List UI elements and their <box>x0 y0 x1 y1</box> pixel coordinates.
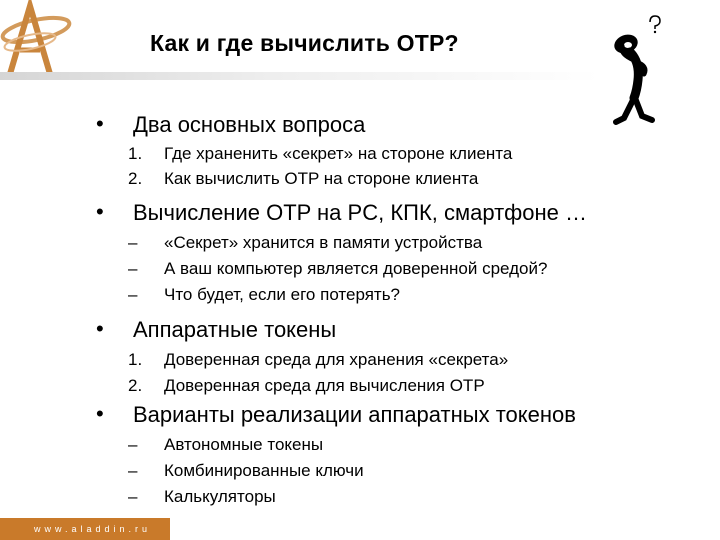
section-heading: Два основных вопроса <box>133 112 366 137</box>
title-divider <box>0 72 600 80</box>
list-marker: 2. <box>128 169 143 188</box>
list-item: Доверенная среда для вычисления OTP <box>164 376 485 395</box>
list-marker: – <box>128 487 138 506</box>
list-marker: 2. <box>128 376 143 395</box>
list-item: Автономные токены <box>164 435 324 454</box>
thinking-person-icon <box>600 14 672 126</box>
list-item: Комбинированные ключи <box>164 461 364 480</box>
list-marker: 1. <box>128 144 143 163</box>
bullet-point: • <box>96 111 104 136</box>
list-item: Калькуляторы <box>164 487 276 506</box>
section-heading: Аппаратные токены <box>133 317 337 342</box>
list-marker: – <box>128 435 138 454</box>
section-heading: Вычисление OTP на PC, КПК, смартфоне … <box>133 200 588 225</box>
list-item: Доверенная среда для хранения «секрета» <box>164 350 509 369</box>
list-item: Где храненить «секрет» на стороне клиента <box>164 144 513 163</box>
bullet-point: • <box>96 316 104 341</box>
list-marker: – <box>128 233 138 252</box>
list-item: Что будет, если его потерять? <box>164 285 401 304</box>
footer-url: www.aladdin.ru <box>34 524 152 534</box>
list-marker: – <box>128 285 138 304</box>
list-marker: – <box>128 259 138 278</box>
page-title: Как и где вычислить OTP? <box>150 30 459 56</box>
aladdin-a-logo-icon <box>0 0 78 78</box>
list-item: А ваш компьютер является доверенной средой? <box>164 259 548 278</box>
list-item: Как вычислить OTP на стороне клиента <box>164 169 479 188</box>
section-heading: Варианты реализации аппаратных токенов <box>133 402 576 427</box>
list-marker: – <box>128 461 138 480</box>
bullet-point: • <box>96 199 104 224</box>
list-item: «Секрет» хранится в памяти устройства <box>164 233 483 252</box>
list-marker: 1. <box>128 350 143 369</box>
bullet-point: • <box>96 401 104 426</box>
